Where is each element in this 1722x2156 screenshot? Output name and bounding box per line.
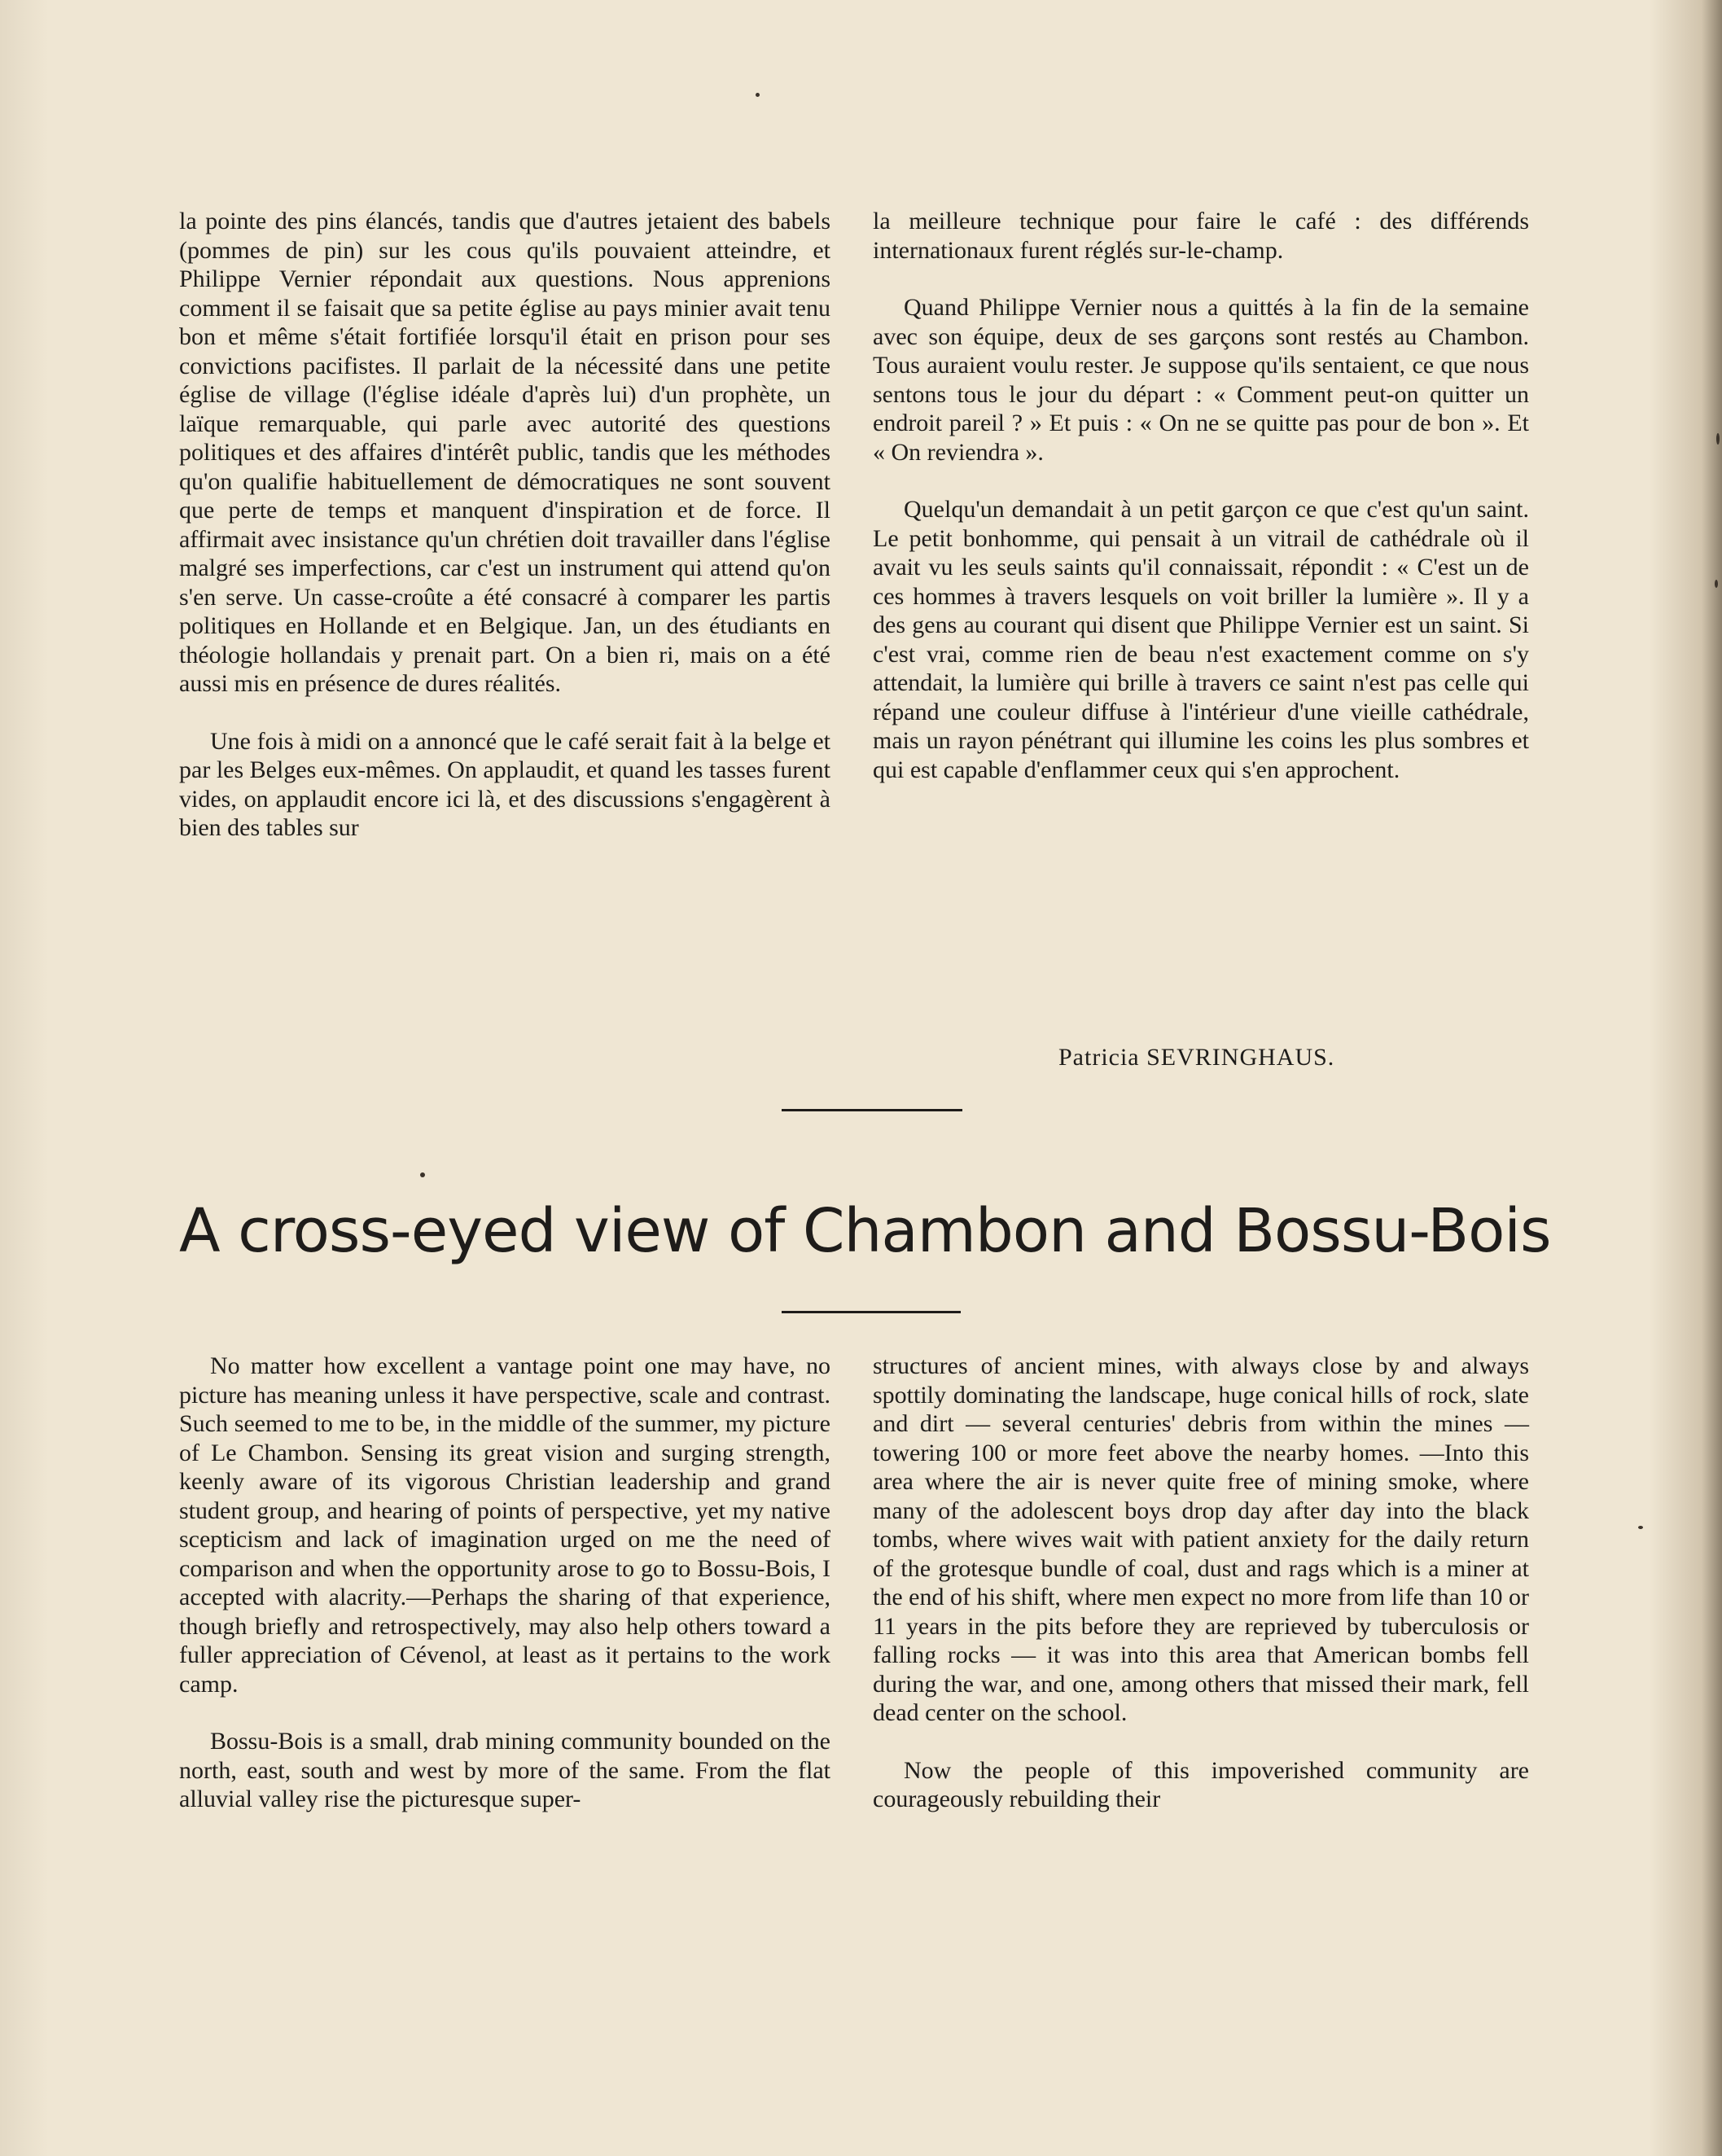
paragraph: Quelqu'un demandait à un petit garçon ce que c'est qu'un saint. Le petit bonhomme, qui pensait à un vitrail de cathédrale où il avait vu les seuls saints qu'il connaissait, répondit : « C'est un de ces hommes à travers lesquels on voit briller la lumière ». Il y a des gens au courant qui disent que Philippe Vernier est un saint. Si c'est vrai, comme rien de beau n'est exactement comme on s'y attendait, la lumière qui brille à travers ce saint n'est pas celle qui répand une couleur diffuse à l'intérieur d'une vieille cathédrale, mais un rayon pénétrant qui illumine les coins les plus sombres et qui est capable d'enflammer ceux qui s'en approchent. <box>873 496 1529 783</box>
french-article-left-column <box>179 207 830 843</box>
print-speck <box>1638 1526 1643 1529</box>
french-article-right-column <box>873 207 1529 784</box>
print-speck <box>756 93 760 97</box>
print-speck <box>1716 433 1720 445</box>
print-speck <box>420 1172 425 1177</box>
print-speck <box>1715 580 1718 588</box>
paragraph: structures of ancient mines, with always close by and always spottily dominating the landscape, huge conical hills of rock, slate and dirt — several centuries' debris from within the mines — towering 100 or more feet above the nearby homes. —Into this area where the air is never quite free of mining smoke, where many of the adolescent boys drop day after day into the black tombs, where wives wait with patient anxiety for the daily return of the grotesque bundle of coal, dust and rags which is a miner at the end of his shift, where men expect no more from life than 10 or 11 years in the pits before they are reprieved by tuberculosis or falling rocks — it was into this area that American bombs fell during the war, and one, among others that missed their mark, fell dead center on the school. <box>873 1352 1529 1726</box>
paragraph: Now the people of this impoverished community are courageously rebuilding their <box>873 1756 1529 1812</box>
paragraph: la meilleure technique pour faire le café : des différends internationaux furent réglés sur-le-champ. <box>873 208 1529 264</box>
article-headline: A cross-eyed view of Chambon and Bossu-Bois <box>179 1196 1551 1266</box>
paragraph: la pointe des pins élancés, tandis que d'autres jetaient des babels (pommes de pin) sur les cous qu'ils pouvaient atteindre, et Philippe Vernier répondait aux questions. Nous apprenions comment il se faisait que sa petite église au pays minier avait tenu bon et même s'était fortifiée lorsqu'il était en prison pour ses convictions pacifistes. Il parlait de la nécessité dans une petite église de village (l'église idéale d'après lui) d'un prophète, un laïque remarquable, qui parle avec autorité des questions politiques et des affaires d'intérêt public, tandis que les méthodes qu'on qualifie habituellement de démocratiques ne sont souvent que perte de temps et manquent d'inspiration et de force. Il affirmait avec insistance qu'un chrétien doit travailler dans l'église malgré ses imperfections, car c'est un instrument qui attend qu'on s'en serve. Un casse-croûte a été consacré à comparer les partis politiques en Hollande et en Belgique. Jan, un des étudiants en théologie hollandais y prenait part. On a bien ri, mais on a été aussi mis en présence de dures réalités. <box>179 208 830 697</box>
paragraph: No matter how excellent a vantage point one may have, no picture has meaning unless it have perspective, scale and contrast. Such seemed to me to be, in the middle of the summer, my picture of Le Chambon. Sensing its great vision and surging strength, keenly aware of its vigorous Christian leadership and grand student group, and hearing of points of perspective, yet my native scepticism and lack of imagination urged on me the need of comparison and when the opportunity arose to go to Bossu-Bois, I accepted with alacrity.—Perhaps the sharing of that experience, though briefly and retrospectively, may also help others toward a fuller appreciation of Cévenol, at least as it pertains to the work camp. <box>179 1352 830 1698</box>
paragraph: Bossu-Bois is a small, drab mining community bounded on the north, east, south and west by more of the same. From the flat alluvial valley rise the picturesque super- <box>179 1728 830 1812</box>
divider-rule <box>782 1109 962 1111</box>
author-signature: Patricia SEVRINGHAUS. <box>1058 1044 1335 1071</box>
english-article-right-column <box>873 1352 1529 1814</box>
paragraph: Une fois à midi on a annoncé que le café serait fait à la belge et par les Belges eux-mêmes. On applaudit, et quand les tasses furent vides, on applaudit encore ici là, et des discussions s'engagèrent à bien des tables sur <box>179 727 830 841</box>
paragraph: Quand Philippe Vernier nous a quittés à la fin de la semaine avec son équipe, deux de ses garçons sont restés au Chambon. Tous auraient voulu rester. Je suppose qu'ils sentaient, ce que nous sentons tous le jour du départ : « Comment peut-on quitter un endroit pareil ? » Et puis : « On ne se quitte pas pour de bon ». Et « On reviendra ». <box>873 294 1529 466</box>
english-article-left-column <box>179 1352 830 1814</box>
divider-rule <box>782 1311 961 1313</box>
